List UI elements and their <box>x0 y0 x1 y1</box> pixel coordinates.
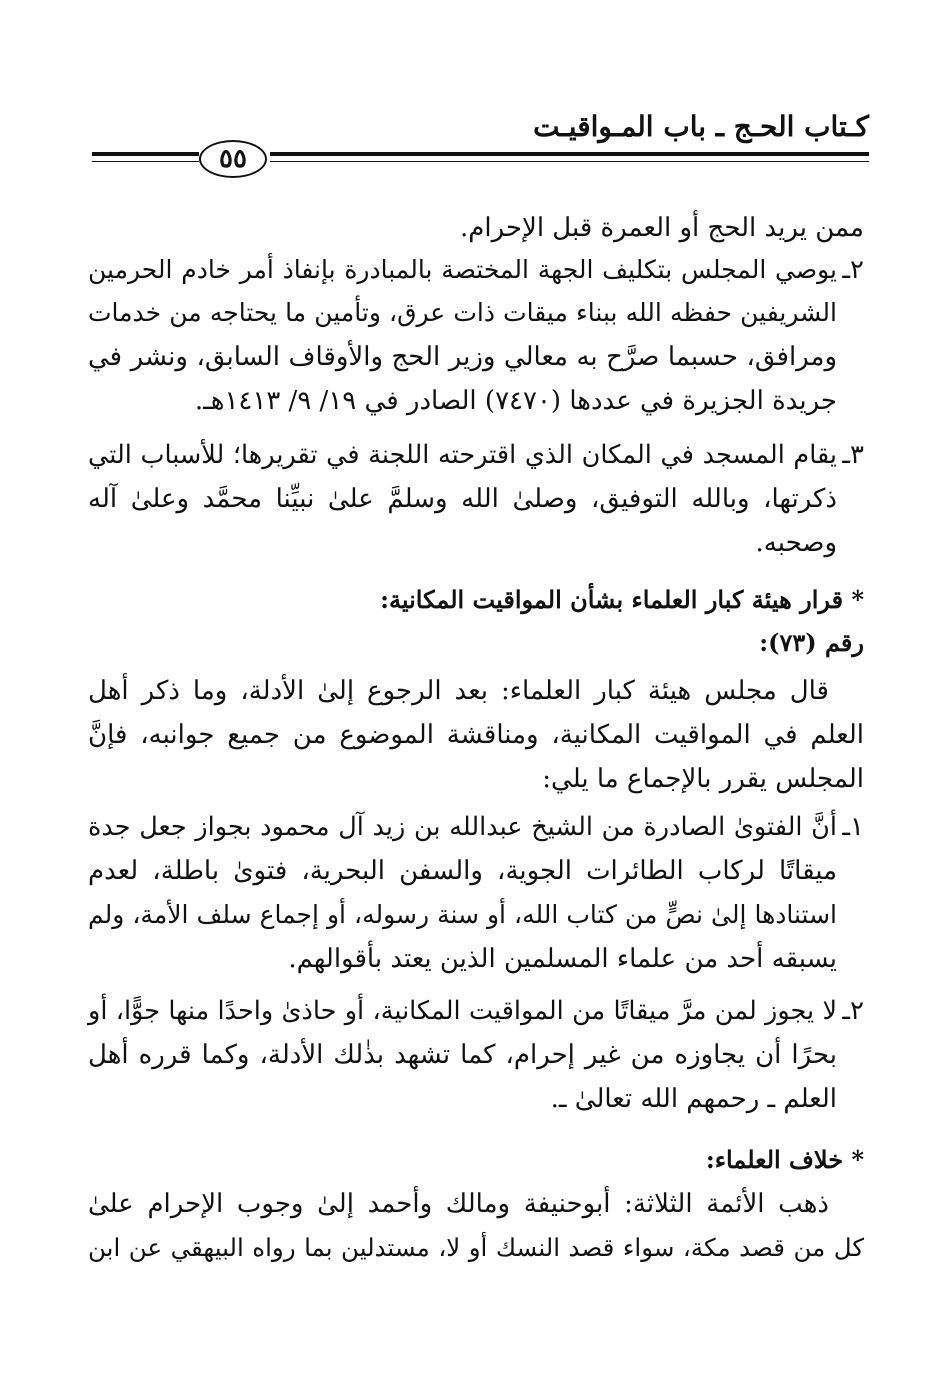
header-rule-right-thick <box>270 152 869 156</box>
list-item-line: استنادها إلىٰ نصٍّ من كتاب الله، أو سنة رسوله، أو إجماع سلف الأمة، ولم <box>88 900 837 929</box>
running-title: كـتاب الحـج ـ باب المـواقيـت <box>533 110 869 143</box>
body-line: كل من قصد مكة، سواء قصد النسك أو لا، مستدلين بما رواه البيهقي عن ابن <box>88 1233 864 1262</box>
list-item-line: ومرافق، حسبما صرَّح به معالي وزير الحج والأوقاف السابق، ونشر في <box>88 342 837 372</box>
section-heading: * قرار هيئة كبار العلماء بشأن المواقيت المكانية: <box>380 585 864 614</box>
list-item-line: يوصي المجلس بتكليف الجهة المختصة بالمبادرة بإنفاذ أمر خادم الحرمين <box>88 255 837 284</box>
list-item-number: ٢ـ <box>842 996 864 1026</box>
list-item-line: أنَّ الفتوىٰ الصادرة من الشيخ عبدالله بن زيد آل محمود بجواز جعل جدة <box>88 812 837 842</box>
body-line: ممن يريد الحج أو العمرة قبل الإحرام. <box>459 213 864 243</box>
decision-number: رقم (٧٣): <box>759 628 864 657</box>
list-item-line: الشريفين حفظه الله ببناء ميقات ذات عرق، وتأمين ما يحتاجه من خدمات <box>88 298 837 327</box>
body-line: ذهب الأئمة الثلاثة: أبوحنيفة ومالك وأحمد إلىٰ وجوب الإحرام علىٰ <box>88 1189 829 1219</box>
list-item-line: بحرًا أن يجاوزه من غير إحرام، كما تشهد بذٰلك الأدلة، وكما قرره أهل <box>88 1040 837 1070</box>
list-item-line: جريدة الجزيرة في عددها (٧٤٧٠) الصادر في ١٩/ ٩/ ١٤١٣هـ. <box>194 386 837 416</box>
list-item-line: يسبقه أحد من علماء المسلمين الذين يعتد بأقوالهم. <box>288 944 837 974</box>
list-item-line: وصحبه. <box>755 528 837 558</box>
list-item-line: العلم ـ رحمهم الله تعالىٰ ـ. <box>550 1084 837 1114</box>
body-line: قال مجلس هيئة كبار العلماء: بعد الرجوع إلىٰ الأدلة، وما ذكر أهل <box>88 676 829 706</box>
list-item-line: يقام المسجد في المكان الذي اقترحته اللجنة في تقريرها؛ للأسباب التي <box>88 440 837 470</box>
body-line: المجلس يقرر بالإجماع ما يلي: <box>542 764 864 794</box>
list-item-line: ميقاتًا لركاب الطائرات الجوية، والسفن البحرية، فتوىٰ باطلة، لعدم <box>88 856 837 886</box>
section-heading: * خلاف العلماء: <box>705 1145 864 1174</box>
body-line: العلم في المواقيت المكانية، ومناقشة الموضوع من جميع جوانبه، فإنَّ <box>88 720 864 750</box>
list-item-number: ١ـ <box>842 812 864 842</box>
header-rule-left-thick <box>92 152 199 156</box>
header-rule-right-thin <box>270 161 869 162</box>
header-rule-left-thin <box>92 161 199 162</box>
page-number: ٥٥ <box>199 140 267 178</box>
list-item-number: ٢ـ <box>842 255 864 285</box>
list-item-number: ٣ـ <box>842 440 864 470</box>
list-item-line: لا يجوز لمن مرَّ ميقاتًا من المواقيت المكانية، أو حاذىٰ واحدًا منها جوًّا، أو <box>88 996 837 1026</box>
list-item-line: ذكرتها، وبالله التوفيق، وصلىٰ الله وسلمَّ علىٰ نبيِّنا محمَّد وعلىٰ آله <box>88 484 837 514</box>
